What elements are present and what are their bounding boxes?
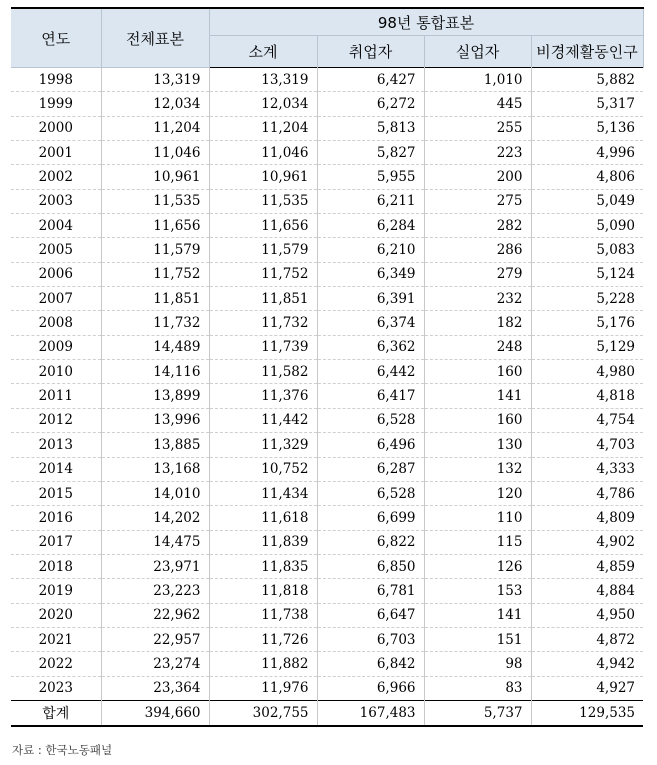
value-cell: 14,475 <box>101 530 209 554</box>
table-row <box>11 141 643 165</box>
value-cell: 14,116 <box>101 360 209 384</box>
table-row <box>11 481 643 505</box>
value-cell: 255 <box>424 116 531 140</box>
table-row <box>11 433 643 457</box>
value-cell: 4,786 <box>531 481 643 505</box>
value-cell: 6,210 <box>317 238 424 262</box>
value-cell: 22,962 <box>101 603 209 627</box>
value-cell: 4,996 <box>531 141 643 165</box>
value-cell: 11,579 <box>209 238 317 262</box>
table-row <box>11 262 643 286</box>
header-employed: 취업자 <box>317 36 424 68</box>
value-cell: 14,489 <box>101 335 209 359</box>
value-cell: 5,136 <box>531 116 643 140</box>
year-cell: 2003 <box>11 189 101 213</box>
year-cell: 2018 <box>11 554 101 578</box>
table-body <box>11 68 643 701</box>
year-cell: 2023 <box>11 676 101 700</box>
table-row <box>11 214 643 238</box>
value-cell: 14,010 <box>101 481 209 505</box>
table-row <box>11 165 643 189</box>
value-cell: 23,971 <box>101 554 209 578</box>
value-cell: 6,362 <box>317 335 424 359</box>
table-row <box>11 116 643 140</box>
value-cell: 141 <box>424 384 531 408</box>
value-cell: 10,752 <box>209 457 317 481</box>
value-cell: 12,034 <box>101 92 209 116</box>
table-header <box>11 8 643 68</box>
year-cell: 2001 <box>11 141 101 165</box>
value-cell: 6,272 <box>317 92 424 116</box>
value-cell: 6,391 <box>317 287 424 311</box>
year-cell: 2002 <box>11 165 101 189</box>
total-cell: 394,660 <box>101 700 209 726</box>
year-cell: 2008 <box>11 311 101 335</box>
value-cell: 11,329 <box>209 433 317 457</box>
year-cell: 2020 <box>11 603 101 627</box>
year-cell: 2004 <box>11 214 101 238</box>
value-cell: 6,211 <box>317 189 424 213</box>
value-cell: 110 <box>424 506 531 530</box>
header-subtotal: 소계 <box>209 36 317 68</box>
table-row <box>11 579 643 603</box>
value-cell: 11,535 <box>209 189 317 213</box>
year-cell: 2011 <box>11 384 101 408</box>
value-cell: 10,961 <box>209 165 317 189</box>
value-cell: 98 <box>424 652 531 676</box>
table-row <box>11 603 643 627</box>
value-cell: 11,582 <box>209 360 317 384</box>
value-cell: 120 <box>424 481 531 505</box>
year-cell: 2012 <box>11 408 101 432</box>
year-cell: 2006 <box>11 262 101 286</box>
value-cell: 83 <box>424 676 531 700</box>
value-cell: 6,284 <box>317 214 424 238</box>
value-cell: 6,427 <box>317 68 424 92</box>
table-footer <box>11 700 643 726</box>
value-cell: 6,496 <box>317 433 424 457</box>
table-row <box>11 68 643 92</box>
table-row <box>11 530 643 554</box>
value-cell: 6,417 <box>317 384 424 408</box>
value-cell: 4,950 <box>531 603 643 627</box>
value-cell: 4,942 <box>531 652 643 676</box>
value-cell: 5,083 <box>531 238 643 262</box>
total-cell: 167,483 <box>317 700 424 726</box>
value-cell: 11,726 <box>209 627 317 651</box>
total-row <box>11 700 643 726</box>
value-cell: 5,124 <box>531 262 643 286</box>
year-cell: 1999 <box>11 92 101 116</box>
total-cell: 302,755 <box>209 700 317 726</box>
value-cell: 11,535 <box>101 189 209 213</box>
value-cell: 22,957 <box>101 627 209 651</box>
value-cell: 4,806 <box>531 165 643 189</box>
value-cell: 153 <box>424 579 531 603</box>
source-note: 자료 : 한국노동패널 <box>12 743 113 757</box>
value-cell: 4,884 <box>531 579 643 603</box>
table-row <box>11 457 643 481</box>
value-cell: 4,818 <box>531 384 643 408</box>
value-cell: 279 <box>424 262 531 286</box>
value-cell: 6,647 <box>317 603 424 627</box>
value-cell: 11,656 <box>209 214 317 238</box>
year-cell: 2007 <box>11 287 101 311</box>
value-cell: 6,528 <box>317 408 424 432</box>
value-cell: 10,961 <box>101 165 209 189</box>
value-cell: 11,732 <box>209 311 317 335</box>
total-cell: 5,737 <box>424 700 531 726</box>
value-cell: 5,827 <box>317 141 424 165</box>
value-cell: 23,274 <box>101 652 209 676</box>
total-label: 합계 <box>11 700 101 726</box>
table-row <box>11 238 643 262</box>
value-cell: 23,223 <box>101 579 209 603</box>
value-cell: 11,818 <box>209 579 317 603</box>
value-cell: 126 <box>424 554 531 578</box>
value-cell: 200 <box>424 165 531 189</box>
value-cell: 232 <box>424 287 531 311</box>
value-cell: 223 <box>424 141 531 165</box>
value-cell: 11,882 <box>209 652 317 676</box>
value-cell: 6,822 <box>317 530 424 554</box>
value-cell: 11,579 <box>101 238 209 262</box>
value-cell: 11,851 <box>209 287 317 311</box>
year-cell: 2015 <box>11 481 101 505</box>
value-cell: 11,434 <box>209 481 317 505</box>
value-cell: 445 <box>424 92 531 116</box>
year-cell: 2009 <box>11 335 101 359</box>
value-cell: 11,618 <box>209 506 317 530</box>
value-cell: 13,168 <box>101 457 209 481</box>
table-row <box>11 189 643 213</box>
year-cell: 1998 <box>11 68 101 92</box>
value-cell: 6,781 <box>317 579 424 603</box>
value-cell: 11,204 <box>101 116 209 140</box>
table-row <box>11 554 643 578</box>
value-cell: 6,966 <box>317 676 424 700</box>
value-cell: 6,850 <box>317 554 424 578</box>
header-year: 연도 <box>11 8 101 68</box>
value-cell: 12,034 <box>209 92 317 116</box>
value-cell: 6,842 <box>317 652 424 676</box>
value-cell: 275 <box>424 189 531 213</box>
value-cell: 5,129 <box>531 335 643 359</box>
table-row <box>11 287 643 311</box>
year-cell: 2014 <box>11 457 101 481</box>
value-cell: 13,899 <box>101 384 209 408</box>
value-cell: 282 <box>424 214 531 238</box>
value-cell: 5,317 <box>531 92 643 116</box>
table-row <box>11 360 643 384</box>
year-cell: 2022 <box>11 652 101 676</box>
value-cell: 6,349 <box>317 262 424 286</box>
value-cell: 130 <box>424 433 531 457</box>
year-cell: 2017 <box>11 530 101 554</box>
value-cell: 11,738 <box>209 603 317 627</box>
value-cell: 151 <box>424 627 531 651</box>
year-cell: 2016 <box>11 506 101 530</box>
value-cell: 11,839 <box>209 530 317 554</box>
year-cell: 2010 <box>11 360 101 384</box>
value-cell: 11,752 <box>209 262 317 286</box>
year-cell: 2005 <box>11 238 101 262</box>
value-cell: 248 <box>424 335 531 359</box>
value-cell: 6,374 <box>317 311 424 335</box>
value-cell: 11,656 <box>101 214 209 238</box>
year-cell: 2000 <box>11 116 101 140</box>
table-row <box>11 676 643 700</box>
value-cell: 11,442 <box>209 408 317 432</box>
table-row <box>11 627 643 651</box>
value-cell: 6,703 <box>317 627 424 651</box>
value-cell: 160 <box>424 408 531 432</box>
header-unemployed: 실업자 <box>424 36 531 68</box>
value-cell: 4,927 <box>596 680 635 697</box>
table-row <box>11 506 643 530</box>
value-cell: 182 <box>424 311 531 335</box>
value-cell: 1,010 <box>424 68 531 92</box>
value-cell: 5,882 <box>531 68 643 92</box>
value-cell: 4,703 <box>531 433 643 457</box>
value-cell: 11,376 <box>209 384 317 408</box>
value-cell: 13,319 <box>101 68 209 92</box>
value-cell: 11,976 <box>209 676 317 700</box>
year-cell: 2013 <box>11 433 101 457</box>
value-cell: 11,835 <box>209 554 317 578</box>
value-cell: 6,528 <box>317 481 424 505</box>
value-cell: 11,752 <box>101 262 209 286</box>
value-cell: 160 <box>424 360 531 384</box>
table-row <box>11 92 643 116</box>
value-cell: 13,319 <box>209 68 317 92</box>
value-cell: 4,872 <box>531 627 643 651</box>
year-cell: 2021 <box>11 627 101 651</box>
value-cell: 5,049 <box>531 189 643 213</box>
value-cell: 5,955 <box>317 165 424 189</box>
value-cell: 6,442 <box>317 360 424 384</box>
value-cell: 4,902 <box>531 530 643 554</box>
table-row <box>11 384 643 408</box>
panel-sample-table <box>11 7 644 727</box>
value-cell: 11,739 <box>209 335 317 359</box>
year-cell: 2019 <box>11 579 101 603</box>
value-cell: 11,204 <box>209 116 317 140</box>
value-cell: 13,996 <box>101 408 209 432</box>
value-cell: 4,754 <box>531 408 643 432</box>
header-total-sample: 전체표본 <box>101 8 209 68</box>
total-cell: 129,535 <box>531 700 643 726</box>
value-cell: 5,228 <box>531 287 643 311</box>
value-cell: 141 <box>424 603 531 627</box>
value-cell: 11,046 <box>209 141 317 165</box>
table-row <box>11 408 643 432</box>
value-cell: 5,176 <box>531 311 643 335</box>
header-group-98-integrated: 98년 통합표본 <box>209 8 643 36</box>
value-cell: 5,090 <box>531 214 643 238</box>
value-cell: 11,732 <box>101 311 209 335</box>
header-inactive: 비경제활동인구 <box>531 36 643 68</box>
value-cell: 11,046 <box>101 141 209 165</box>
value-cell: 14,202 <box>101 506 209 530</box>
value-cell: 4,980 <box>531 360 643 384</box>
value-cell: 13,885 <box>101 433 209 457</box>
value-cell: 11,851 <box>101 287 209 311</box>
value-cell: 4,859 <box>531 554 643 578</box>
value-cell: 23,364 <box>101 676 209 700</box>
table-row <box>11 335 643 359</box>
value-cell: 115 <box>424 530 531 554</box>
table-row <box>11 311 643 335</box>
value-cell: 286 <box>424 238 531 262</box>
value-cell: 4,333 <box>531 457 643 481</box>
value-cell: 132 <box>424 457 531 481</box>
value-cell: 4,809 <box>531 506 643 530</box>
value-cell: 6,287 <box>317 457 424 481</box>
value-cell: 5,813 <box>317 116 424 140</box>
table-row <box>11 652 643 676</box>
value-cell: 6,699 <box>317 506 424 530</box>
